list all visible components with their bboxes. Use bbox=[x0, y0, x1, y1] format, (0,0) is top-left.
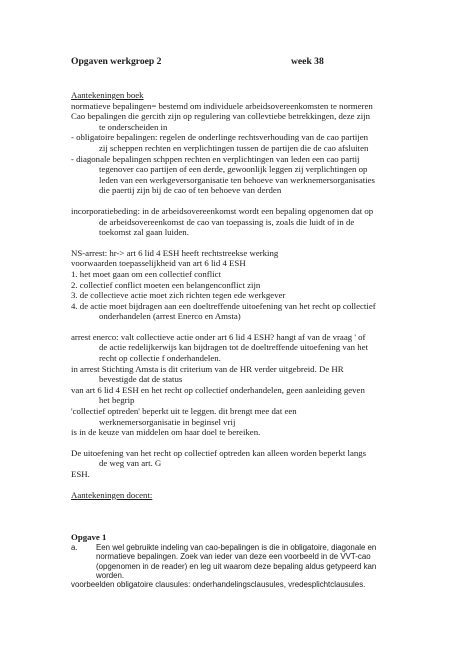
text-line: werknemersorganisatie in beginsel vrij bbox=[99, 416, 236, 427]
assignment-line: Een wel gebruikte indeling van cao-bepalingen is die in obligatoire, diagonale en bbox=[96, 542, 377, 552]
text-line: normatieve bepalingen= bestemd om individuele arbeidsovereenkomsten te normeren bbox=[71, 100, 373, 111]
text-line: bevestigde dat de status bbox=[99, 374, 183, 385]
notes-teacher-heading: Aantekeningen docent: bbox=[71, 489, 153, 500]
text-line: - obligatoire bepalingen: regelen de onderlinge rechtsverhouding van de cao partijen bbox=[71, 132, 369, 143]
text-line: recht op collectie f onderhandelen. bbox=[99, 353, 221, 364]
text-line: de weg van art. G bbox=[99, 458, 162, 469]
page-header bbox=[71, 56, 411, 67]
text-line: de actie redelijkerwijs kan bijdragen tot de doeltreffende uitoefening van het bbox=[99, 342, 369, 353]
text-line: 'collectief optreden' beperkt uit te leggen. dit brengt mee dat een bbox=[71, 406, 297, 417]
text-line: arrest enerco: valt collectieve actie onder art 6 lid 4 ESH? hangt af van de vraag ' of bbox=[71, 331, 366, 342]
notes-book-heading: Aantekeningen boek bbox=[71, 90, 144, 100]
text-line: voorwaarden toepasselijkheid van art 6 lid 4 ESH bbox=[71, 258, 246, 269]
text-line: zij scheppen rechten en verplichtingen tussen de partijen die de cao afsluiten bbox=[99, 142, 369, 153]
list-item: 4. de actie moet bijdragen aan een doeltreffende uitoefening van het recht op collectief bbox=[71, 300, 376, 311]
document-body bbox=[71, 80, 411, 590]
assignment-label: a. bbox=[71, 542, 78, 552]
text-line: NS-arrest: hr-> art 6 lid 4 ESH heeft rechtstreekse werking bbox=[71, 247, 279, 258]
document-title: Opgaven werkgroep 2 bbox=[71, 56, 162, 67]
list-item: onderhandelen (arrest Enerco en Amsta) bbox=[99, 311, 241, 322]
text-line: De uitoefening van het recht op collectief optreden kan alleen worden beperkt langs bbox=[71, 447, 367, 458]
text-line: ESH. bbox=[71, 469, 90, 479]
assignment-footer: voorbeelden obligatoire clausules: onderhandelingsclausules, vredesplichtclausules. bbox=[71, 580, 366, 590]
text-line: die paertij zijn bij de cao of ten behoeve van derden bbox=[99, 185, 282, 196]
list-item: 3. de collectieve actie moet zich richten tegen ede werkgever bbox=[71, 290, 286, 301]
text-line: tegenover cao partijen of een derde, gewoonlijk leggen zij verplichtingen op bbox=[99, 164, 368, 175]
text-line: van art 6 lid 4 ESH en het recht op collectief onderhandelen, geen aanleiding geven bbox=[71, 384, 365, 395]
assignment-title: Opgave 1 bbox=[71, 532, 107, 543]
text-line: - diagonale bepalingen schppen rechten en verplichtingen van leden een cao partij bbox=[71, 153, 360, 164]
text-line: te onderscheiden in bbox=[99, 121, 168, 132]
assignment-line: (opgenomen in de reader) en leg uit waarom deze bepaling aldus getypeerd kan bbox=[96, 561, 377, 571]
text-line: incorporatiebeding: in de arbeidsovereenkomst wordt een bepaling opgenomen dat op bbox=[71, 205, 374, 216]
list-item: 2. collectief conflict moeten een belangenconflict zijn bbox=[71, 279, 261, 290]
text-line: in arrest Stichting Amsta is dit criterium van de HR verder uitgebreid. De HR bbox=[71, 363, 344, 374]
week-label: week 38 bbox=[291, 56, 324, 67]
text-line: de arbeidsovereenkomst de cao van toepassing is, zoals die luidt of in de bbox=[99, 216, 355, 227]
list-item: 1. het moet gaan om een collectief conflict bbox=[71, 268, 221, 279]
text-line: is in de keuze van middelen om haar doel te bereiken. bbox=[71, 427, 261, 438]
assignment-line: worden. bbox=[96, 571, 125, 580]
assignment-line: normatieve bepalingen. Zoek van ieder van deze een voorbeeld in de VVT-cao bbox=[96, 552, 371, 562]
text-line: toekomst zal gaan luiden. bbox=[99, 227, 189, 238]
text-line: leden van een werkgeversorganisatie ten behoeve van werknemersorganisaties bbox=[99, 174, 375, 185]
text-line: Cao bepalingen die gercith zijn op regulering van collevtiebe betrekkingen, deze zijn bbox=[71, 111, 370, 122]
text-line: het begrip bbox=[99, 395, 135, 406]
